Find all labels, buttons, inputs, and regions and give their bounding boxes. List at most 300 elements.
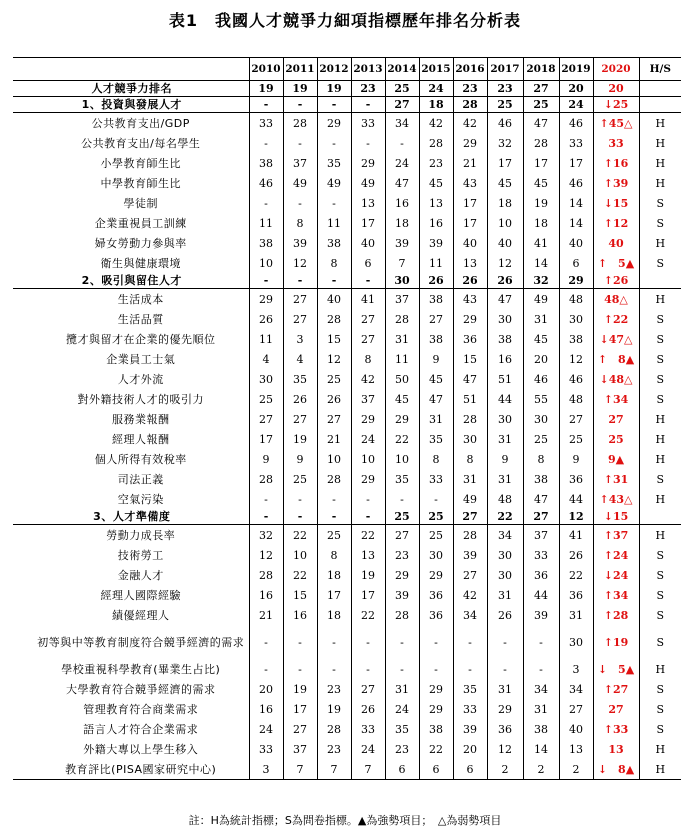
rank-cell: 26 xyxy=(317,389,351,409)
rank-cell: 25 xyxy=(559,429,593,449)
rank-cell: 17 xyxy=(351,213,385,233)
rank-cell: 33 xyxy=(351,719,385,739)
rank-cell: 31 xyxy=(487,429,523,449)
table-row xyxy=(13,605,681,625)
row-label: 管理教育符合商業需求 xyxy=(83,702,199,716)
rank-cell: 11 xyxy=(419,253,453,273)
rank-cell: 28 xyxy=(385,605,419,625)
rank-cell: ↑45△ xyxy=(593,113,639,134)
rank-cell: 38 xyxy=(419,329,453,349)
rank-cell: 35 xyxy=(317,153,351,173)
hs-cell: H xyxy=(655,412,666,426)
table-row xyxy=(13,739,681,759)
rank-cell: 49 xyxy=(283,173,317,193)
rank-cell: 38 xyxy=(249,153,283,173)
rank-cell: - xyxy=(385,489,419,509)
rank-cell: 41 xyxy=(351,289,385,310)
row-label: 婦女勞動力參與率 xyxy=(94,236,187,250)
rank-cell: 3 xyxy=(249,759,283,780)
rank-cell: 25 xyxy=(523,429,559,449)
hs-cell: H xyxy=(655,742,666,756)
hs-cell: S xyxy=(656,332,665,346)
table-row xyxy=(13,565,681,585)
rank-cell: 8 xyxy=(283,213,317,233)
rank-cell: - xyxy=(249,273,283,289)
row-label: 1、投資與發展人才 xyxy=(13,97,249,113)
rank-cell: 46 xyxy=(559,173,593,193)
rank-cell: 27 xyxy=(385,525,419,546)
table-body xyxy=(13,58,681,780)
rank-cell: 28 xyxy=(249,469,283,489)
row-label: 技術勞工 xyxy=(117,548,164,562)
rank-cell: 38 xyxy=(419,289,453,310)
rank-cell: 35 xyxy=(385,719,419,739)
year-header: 2011 xyxy=(283,58,317,81)
rank-cell: 8 xyxy=(419,449,453,469)
rank-cell: 13 xyxy=(559,739,593,759)
rank-cell: 21 xyxy=(249,605,283,625)
rank-cell: 31 xyxy=(523,699,559,719)
rank-cell: 45 xyxy=(419,173,453,193)
rank-cell: 11 xyxy=(317,213,351,233)
rank-cell: 39 xyxy=(385,585,419,605)
rank-cell: 21 xyxy=(317,429,351,449)
rank-cell: 33 xyxy=(249,739,283,759)
hs-cell: H xyxy=(655,136,666,150)
rank-cell: 28 xyxy=(317,469,351,489)
rank-cell: 17 xyxy=(487,153,523,173)
rank-cell: 38 xyxy=(523,469,559,489)
rank-cell: 27 xyxy=(453,565,487,585)
rank-cell: 4 xyxy=(249,349,283,369)
rank-cell: 14 xyxy=(559,213,593,233)
hs-cell: H xyxy=(655,662,666,676)
hs-cell: H xyxy=(655,292,666,306)
rank-cell: 17 xyxy=(283,699,317,719)
rank-cell: - xyxy=(317,489,351,509)
rank-cell: 11 xyxy=(249,213,283,233)
rank-cell: 30 xyxy=(419,545,453,565)
rank-cell: 11 xyxy=(249,329,283,349)
rank-cell: 29 xyxy=(351,469,385,489)
year-header: 2017 xyxy=(487,58,523,81)
hs-header: H/S xyxy=(639,58,681,81)
page-title: 表1 我國人才競爭力細項指標歷年排名分析表 xyxy=(168,11,522,30)
section-header-row xyxy=(13,97,681,113)
rank-cell: 27 xyxy=(559,699,593,719)
hs-cell: H xyxy=(655,492,666,506)
rank-cell: 18 xyxy=(523,213,559,233)
rank-cell: 29 xyxy=(351,409,385,429)
rank-cell: 33 xyxy=(559,133,593,153)
rank-cell: 43 xyxy=(453,289,487,310)
rank-cell: 39 xyxy=(385,233,419,253)
row-label: 攬才與留才在企業的優先順位 xyxy=(66,332,216,346)
table-row xyxy=(13,469,681,489)
rank-cell: 46 xyxy=(559,113,593,134)
rank-cell: 27 xyxy=(593,699,639,719)
rank-cell: 25 xyxy=(385,81,419,97)
rank-cell: - xyxy=(351,273,385,289)
rank-cell: ↓24 xyxy=(593,565,639,585)
rank-cell: 12 xyxy=(559,509,593,525)
rank-cell: 47 xyxy=(523,489,559,509)
rank-cell: 16 xyxy=(249,699,283,719)
rank-cell: 25 xyxy=(317,369,351,389)
table-row xyxy=(13,309,681,329)
rank-cell: 30 xyxy=(453,429,487,449)
hs-cell: S xyxy=(656,568,665,582)
rank-cell: 9 xyxy=(487,449,523,469)
rank-cell: 27 xyxy=(317,409,351,429)
hs-cell: H xyxy=(655,156,666,170)
hs-cell: S xyxy=(656,608,665,622)
rank-cell: 38 xyxy=(317,233,351,253)
rank-cell: 31 xyxy=(487,679,523,699)
row-label: 大學教育符合競爭經濟的需求 xyxy=(66,682,216,696)
section-header-row xyxy=(13,509,681,525)
rank-cell: - xyxy=(419,625,453,659)
table-row xyxy=(13,525,681,546)
row-label: 人才外流 xyxy=(117,372,164,386)
row-label: 人才競爭力排名 xyxy=(13,81,249,97)
rank-cell: 14 xyxy=(559,193,593,213)
rank-cell: ↑33 xyxy=(593,719,639,739)
table-row xyxy=(13,173,681,193)
rank-cell: 27 xyxy=(593,409,639,429)
rank-cell: 19 xyxy=(283,429,317,449)
rank-cell: 30 xyxy=(487,565,523,585)
rank-cell: 17 xyxy=(351,585,385,605)
year-header-row xyxy=(13,58,681,81)
row-label: 教育評比(PISA國家研究中心) xyxy=(13,759,249,780)
rank-cell: 24 xyxy=(385,699,419,719)
rank-cell: 9 xyxy=(249,449,283,469)
rank-cell: 6 xyxy=(453,759,487,780)
rank-cell: 29 xyxy=(419,699,453,719)
rank-cell: ↑22 xyxy=(593,309,639,329)
rank-cell: 36 xyxy=(487,719,523,739)
rank-cell: 20 xyxy=(453,739,487,759)
rank-cell: 22 xyxy=(419,739,453,759)
rank-cell: 12 xyxy=(317,349,351,369)
rank-cell: 31 xyxy=(487,585,523,605)
rank-cell: 41 xyxy=(523,233,559,253)
rank-cell: 47 xyxy=(523,113,559,134)
rank-cell: 23 xyxy=(317,739,351,759)
rank-cell: 22 xyxy=(487,509,523,525)
row-label: 金融人才 xyxy=(117,568,164,582)
table-row xyxy=(13,489,681,509)
table-row xyxy=(13,113,681,134)
hs-cell: S xyxy=(656,392,665,406)
rank-cell: - xyxy=(351,659,385,679)
rank-cell: 28 xyxy=(453,409,487,429)
rank-cell: 38 xyxy=(487,329,523,349)
rank-cell: 17 xyxy=(317,585,351,605)
hs-cell xyxy=(639,509,681,525)
rank-cell: 48△ xyxy=(593,289,639,310)
rank-cell: 32 xyxy=(523,273,559,289)
header-blank xyxy=(13,58,249,81)
rank-cell: 8 xyxy=(523,449,559,469)
rank-cell: 7 xyxy=(317,759,351,780)
rank-cell: 33 xyxy=(523,545,559,565)
rank-cell: 26 xyxy=(487,273,523,289)
rank-cell: 25 xyxy=(385,509,419,525)
rank-cell: 28 xyxy=(385,309,419,329)
rank-cell: ↑26 xyxy=(593,273,639,289)
rank-cell: - xyxy=(523,625,559,659)
rank-cell: 25 xyxy=(593,429,639,449)
rank-cell: 32 xyxy=(249,525,283,546)
rank-cell: 22 xyxy=(351,525,385,546)
rank-cell: 27 xyxy=(351,329,385,349)
rank-cell: 26 xyxy=(453,273,487,289)
year-header: 2015 xyxy=(419,58,453,81)
rank-cell: 19 xyxy=(249,81,283,97)
rank-cell: 13 xyxy=(453,253,487,273)
rank-cell: - xyxy=(317,273,351,289)
table-row xyxy=(13,585,681,605)
rank-cell: - xyxy=(249,659,283,679)
rank-cell: 33 xyxy=(419,469,453,489)
rank-cell: - xyxy=(283,625,317,659)
rank-cell: 19 xyxy=(317,699,351,719)
rank-cell: 22 xyxy=(283,565,317,585)
rank-cell: 18 xyxy=(419,97,453,113)
rank-cell: 33 xyxy=(351,113,385,134)
rank-cell: ↑24 xyxy=(593,545,639,565)
rank-cell: 49 xyxy=(523,289,559,310)
rank-cell: 38 xyxy=(523,719,559,739)
rank-cell: 47 xyxy=(385,173,419,193)
rank-cell: 36 xyxy=(453,329,487,349)
rank-cell: - xyxy=(523,659,559,679)
row-label: 空氣污染 xyxy=(117,492,164,506)
hs-cell: H xyxy=(655,116,666,130)
rank-cell: 40 xyxy=(351,233,385,253)
rank-cell: 8 xyxy=(351,349,385,369)
row-label: 個人所得有效稅率 xyxy=(94,452,187,466)
hs-cell: H xyxy=(655,528,666,542)
table-row xyxy=(13,193,681,213)
rank-cell: - xyxy=(419,659,453,679)
rank-cell: 46 xyxy=(559,369,593,389)
rank-cell: 27 xyxy=(283,289,317,310)
rank-cell: 17 xyxy=(559,153,593,173)
rank-cell: 37 xyxy=(523,525,559,546)
rank-cell: 47 xyxy=(419,389,453,409)
rank-cell: 22 xyxy=(385,429,419,449)
rank-cell: 20 xyxy=(249,679,283,699)
rank-cell: 16 xyxy=(419,213,453,233)
rank-cell: 19 xyxy=(523,193,559,213)
rank-cell: 34 xyxy=(559,679,593,699)
rank-cell: 36 xyxy=(559,585,593,605)
rank-cell: 30 xyxy=(487,409,523,429)
rank-cell: 33 xyxy=(593,133,639,153)
table-row xyxy=(13,213,681,233)
rank-cell: 28 xyxy=(317,309,351,329)
year-header: 2014 xyxy=(385,58,419,81)
rank-cell: 9 xyxy=(283,449,317,469)
table-row xyxy=(13,659,681,679)
rank-cell: 29 xyxy=(249,289,283,310)
rank-cell: 12 xyxy=(487,253,523,273)
rank-cell: 27 xyxy=(419,309,453,329)
table-row xyxy=(13,699,681,719)
rank-cell: 15 xyxy=(453,349,487,369)
rank-cell: 29 xyxy=(487,699,523,719)
rank-cell: 10 xyxy=(317,449,351,469)
rank-cell: - xyxy=(385,133,419,153)
rank-cell: 17 xyxy=(249,429,283,449)
table-row xyxy=(13,329,681,349)
rank-cell: 13 xyxy=(351,545,385,565)
rank-cell: - xyxy=(351,509,385,525)
rank-cell: 30 xyxy=(487,545,523,565)
rank-cell: - xyxy=(249,489,283,509)
rank-cell: 28 xyxy=(317,719,351,739)
rank-cell: 36 xyxy=(523,565,559,585)
rank-cell: 11 xyxy=(385,349,419,369)
rank-cell: - xyxy=(385,659,419,679)
table-row xyxy=(13,679,681,699)
rank-cell: ↑34 xyxy=(593,585,639,605)
rank-cell: 40 xyxy=(317,289,351,310)
rank-cell: - xyxy=(317,625,351,659)
rank-cell: 24 xyxy=(419,81,453,97)
rank-cell: 44 xyxy=(487,389,523,409)
rank-cell: - xyxy=(283,489,317,509)
rank-cell: ↓ 5▲ xyxy=(593,659,639,679)
rank-cell: 27 xyxy=(453,509,487,525)
rank-cell: 42 xyxy=(419,113,453,134)
rank-cell: 37 xyxy=(283,153,317,173)
rank-cell: 24 xyxy=(385,153,419,173)
rank-cell: 6 xyxy=(559,253,593,273)
year-header: 2019 xyxy=(559,58,593,81)
rank-cell: 19 xyxy=(351,565,385,585)
rank-cell: 35 xyxy=(385,469,419,489)
rank-cell: 35 xyxy=(453,679,487,699)
rank-cell: 48 xyxy=(559,289,593,310)
rank-cell: 10 xyxy=(283,545,317,565)
rank-cell: 25 xyxy=(523,97,559,113)
rank-cell: 9 xyxy=(419,349,453,369)
rank-cell: 49 xyxy=(317,173,351,193)
table-row xyxy=(13,133,681,153)
rank-cell: 45 xyxy=(523,329,559,349)
rank-cell: 37 xyxy=(351,389,385,409)
rank-cell: - xyxy=(351,489,385,509)
rank-cell: 24 xyxy=(559,97,593,113)
rank-cell: 32 xyxy=(487,133,523,153)
hs-cell xyxy=(639,97,681,113)
rank-cell: - xyxy=(487,625,523,659)
row-label: 小學教育師生比 xyxy=(100,156,181,170)
rank-cell: 48 xyxy=(487,489,523,509)
rank-cell: 33 xyxy=(249,113,283,134)
rank-cell: 24 xyxy=(351,429,385,449)
hs-cell: H xyxy=(655,176,666,190)
rank-cell: 27 xyxy=(385,97,419,113)
rank-cell: 31 xyxy=(453,469,487,489)
rank-cell: 45 xyxy=(487,173,523,193)
rank-cell: 10 xyxy=(385,449,419,469)
rank-cell: 34 xyxy=(453,605,487,625)
rank-cell: 37 xyxy=(283,739,317,759)
row-label: 司法正義 xyxy=(117,472,164,486)
rank-cell: ↑43△ xyxy=(593,489,639,509)
rank-cell: 29 xyxy=(385,565,419,585)
hs-cell: S xyxy=(656,372,665,386)
rank-cell: 40 xyxy=(487,233,523,253)
row-label: 生活品質 xyxy=(117,312,164,326)
rank-cell: 40 xyxy=(559,233,593,253)
rank-cell: 45 xyxy=(419,369,453,389)
rank-cell: 10 xyxy=(249,253,283,273)
rank-cell: 31 xyxy=(385,329,419,349)
rank-cell: 2 xyxy=(559,759,593,780)
rank-cell: - xyxy=(317,193,351,213)
rank-cell: 27 xyxy=(283,719,317,739)
rank-cell: - xyxy=(453,625,487,659)
row-label: 2、吸引與留住人才 xyxy=(13,273,249,289)
rank-cell: ↑31 xyxy=(593,469,639,489)
rank-cell: 25 xyxy=(419,525,453,546)
rank-cell: 16 xyxy=(487,349,523,369)
rank-cell: 28 xyxy=(249,565,283,585)
rank-cell: 30 xyxy=(385,273,419,289)
hs-cell: H xyxy=(655,452,666,466)
rank-cell: 27 xyxy=(523,509,559,525)
hs-cell: H xyxy=(639,759,681,780)
table-row xyxy=(13,625,681,659)
rank-cell: 16 xyxy=(283,605,317,625)
rank-cell: ↑37 xyxy=(593,525,639,546)
rank-cell: - xyxy=(317,509,351,525)
rank-cell: 30 xyxy=(487,309,523,329)
rank-cell: - xyxy=(419,489,453,509)
row-label: 初等與中等教育制度符合競爭經濟的需求 xyxy=(37,635,245,649)
row-label: 學徒制 xyxy=(123,196,158,210)
rank-cell: 23 xyxy=(317,679,351,699)
year-header: 2010 xyxy=(249,58,283,81)
rank-cell: 9 xyxy=(559,449,593,469)
hs-cell: S xyxy=(656,635,665,649)
table-row xyxy=(13,233,681,253)
rank-cell: 8 xyxy=(317,253,351,273)
rank-cell: - xyxy=(283,193,317,213)
rank-cell: 18 xyxy=(385,213,419,233)
table-row xyxy=(13,449,681,469)
rank-cell: 23 xyxy=(351,81,385,97)
table-row xyxy=(13,545,681,565)
rank-cell: 38 xyxy=(249,233,283,253)
rank-cell: 26 xyxy=(419,273,453,289)
table-row xyxy=(13,253,681,273)
rank-cell: ↑27 xyxy=(593,679,639,699)
rank-cell: 14 xyxy=(523,253,559,273)
rank-cell: - xyxy=(351,133,385,153)
rank-cell: 2 xyxy=(523,759,559,780)
rank-cell: 29 xyxy=(453,133,487,153)
hs-cell: S xyxy=(656,216,665,230)
rank-cell: 45 xyxy=(523,173,559,193)
hs-cell: S xyxy=(656,548,665,562)
